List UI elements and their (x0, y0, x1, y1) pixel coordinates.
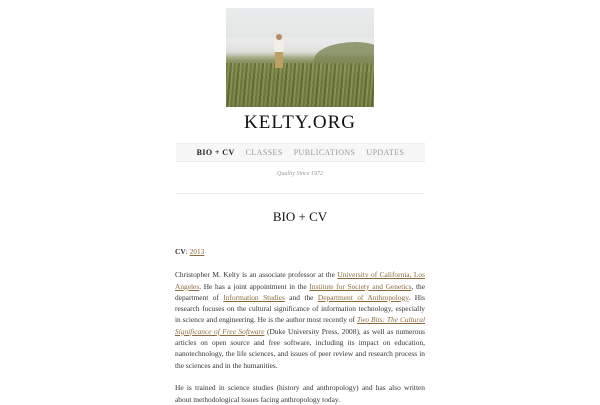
spacer (175, 371, 425, 383)
bio-text-1: Christopher M. Kelty is an associate professor at the (175, 270, 338, 280)
page-title: BIO + CV (272, 209, 328, 224)
spacer (175, 257, 425, 269)
cv-2013-link[interactable]: 2013 (189, 247, 205, 256)
photo-person (272, 34, 286, 68)
bio-text-5: . His research focuses on the cultural significance of information technology, especially in science and engineering. He is the author most recently of (175, 292, 425, 325)
nav-item-classes[interactable]: CLASSES (245, 148, 283, 157)
isg-link[interactable]: Institute for Society and Genetics (309, 281, 412, 291)
nav-item-updates[interactable]: UPDATES (366, 148, 405, 157)
anthropology-link[interactable]: Department of Anthropology (317, 292, 409, 302)
bio-text-4: and the (284, 292, 318, 302)
header-photo (226, 8, 374, 107)
cv-label: CV (175, 247, 186, 256)
training-paragraph: He is trained in science studies (history and anthropology) and has also written about methodological issues facing anthropology today. (175, 383, 425, 404)
bio-text-6: (Duke University Press, 2008), as well as numerous articles on open source and free software, including its impact on education, nanotechnology, the life sciences, and issues of peer review and research process in the sciences and in the humanities. (175, 326, 425, 370)
two-bits-link[interactable]: Two Bits: The Cultural Significance of Free Software (175, 315, 425, 336)
person-torso (274, 40, 284, 52)
divider (175, 193, 425, 194)
site-tagline: Quality Since 1972 (277, 171, 323, 177)
site-title[interactable]: KELTY.ORG (244, 112, 356, 133)
nav-item-bio-cv[interactable]: BIO + CV (196, 148, 235, 157)
bio-text-3: , the department of (175, 281, 425, 302)
bio-paragraph (175, 269, 425, 371)
bio-text-2: . He has a joint appointment in the (199, 281, 310, 291)
cv-line (175, 246, 425, 257)
information-studies-link[interactable]: Information Studies (223, 292, 285, 302)
cv-separator: : (185, 247, 190, 256)
photo-grass (226, 63, 374, 107)
bio-content (175, 246, 425, 405)
ucla-link[interactable]: University of California, Los Angeles (175, 270, 425, 291)
main-nav (176, 143, 425, 162)
nav-item-publications[interactable]: PUBLICATIONS (293, 148, 356, 157)
person-legs (275, 52, 283, 68)
